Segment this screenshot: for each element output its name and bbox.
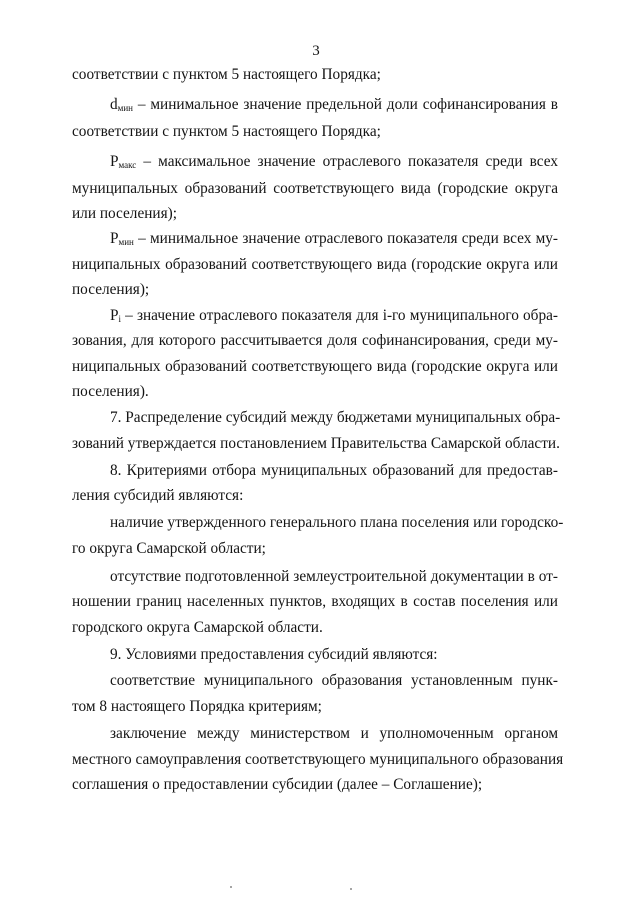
text-line: соответствии с пунктом 5 настоящего Порядка; xyxy=(72,123,381,140)
text-line: зования, для которого рассчитывается доля софинансирования, среди му- xyxy=(72,332,558,349)
text-line: муниципальных образований соответствующего вида (городские округа xyxy=(72,180,558,197)
text-line: $P_{макс}$ – максимальное значение отраслевого показателя среди всех xyxy=(110,153,558,170)
text-line: или поселения); xyxy=(72,205,177,222)
scan-speck xyxy=(230,886,232,888)
text-line: $P_i$ – значение отраслевого показателя для i-го муниципального обра- xyxy=(110,307,558,324)
text-line: соответствие муниципального образования установленным пунк- xyxy=(110,672,558,689)
text-line: наличие утвержденного генерального плана поселения или городско- xyxy=(110,514,564,531)
text-line: поселения); xyxy=(72,281,150,298)
text-line: $P_{мин}$ – минимальное значение отраслевого показателя среди всех му- xyxy=(110,230,558,247)
text-line: $d_{мин}$ – минимальное значение предельной доли софинансирования в xyxy=(110,96,558,113)
text-line: зований утверждается постановлением Правительства Самарской области. xyxy=(72,435,560,452)
page-number: 3 xyxy=(312,43,320,59)
scan-speck xyxy=(350,888,352,890)
text-line: го округа Самарской области; xyxy=(72,540,266,557)
text-line: ниципальных образований соответствующего вида (городские округа или xyxy=(72,358,558,375)
text-line: 9. Условиями предоставления субсидий являются: xyxy=(110,646,438,663)
text-line: 8. Критериями отбора муниципальных образований для предостав- xyxy=(110,462,558,479)
text-line: заключение между министерством и уполномоченным органом xyxy=(110,725,558,742)
text-line: ниципальных образований соответствующего вида (городские округа или xyxy=(72,256,558,273)
text-line: отсутствие подготовленной землеустроительной документации в от- xyxy=(110,568,558,585)
text-line: поселения). xyxy=(72,383,149,400)
text-line: городского округа Самарской области. xyxy=(72,619,323,636)
text-line: соответствии с пунктом 5 настоящего Порядка; xyxy=(72,66,381,83)
text-line: том 8 настоящего Порядка критериям; xyxy=(72,698,322,715)
text-line: ления субсидий являются: xyxy=(72,487,244,504)
text-line: 7. Распределение субсидий между бюджетами муниципальных обра- xyxy=(110,409,561,426)
text-line: соглашения о предоставлении субсидии (далее – Соглашение); xyxy=(72,776,483,793)
text-line: местного самоуправления соответствующего муниципального образования xyxy=(72,751,564,768)
text-line: ношении границ населенных пунктов, входящих в состав поселения или xyxy=(72,593,558,610)
